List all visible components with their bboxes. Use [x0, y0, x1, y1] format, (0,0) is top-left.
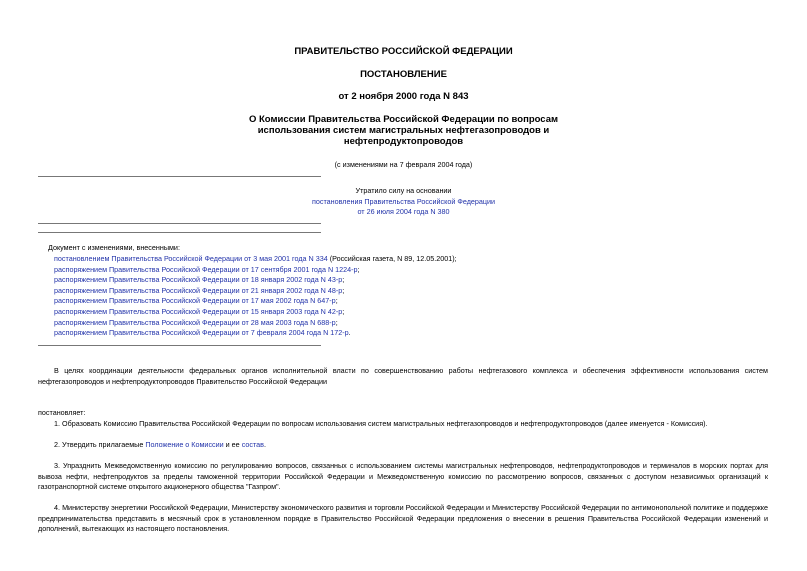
government-heading: ПРАВИТЕЛЬСТВО РОССИЙСКОЙ ФЕДЕРАЦИИ [294, 46, 513, 57]
title-line-2: использования систем магистральных нефтегазопроводов и [257, 125, 550, 136]
paragraph-2: 2. Утвердить прилагаемые Положение о Комиссии и ее состав. [54, 440, 266, 449]
separator-rule [38, 232, 321, 233]
paragraph-1: 1. Образовать Комиссию Правительства Российской Федерации по вопросам использования систем магистральных нефтегазопроводов и нефтепродуктопроводов (далее именуется - Комиссия). [54, 419, 708, 428]
document-date-number: от 2 ноября 2000 года N 843 [338, 91, 469, 102]
document-type: ПОСТАНОВЛЕНИЕ [360, 69, 447, 80]
amendment-item: распоряжением Правительства Российской Федерации от 7 февраля 2004 года N 172-р. [54, 328, 351, 338]
resolves-label: постановляет: [38, 408, 86, 417]
title-line-3: нефтепродуктопроводов [343, 136, 464, 147]
amendment-link[interactable]: распоряжением Правительства Российской Федерации от 18 января 2002 года N 43-р [54, 275, 343, 285]
amendments-heading: Документ с изменениями, внесенными: [48, 243, 180, 252]
title-line-1: О Комиссии Правительства Российской Федерации по вопросам [248, 114, 559, 125]
void-notice [0, 186, 807, 218]
composition-link[interactable]: состав [241, 440, 264, 449]
amendment-item: распоряжением Правительства Российской Федерации от 17 мая 2002 года N 647-р; [54, 296, 338, 306]
amendment-link[interactable]: распоряжением Правительства Российской Федерации от 17 сентября 2001 года N 1224-р [54, 264, 358, 274]
amendment-item: распоряжением Правительства Российской Федерации от 18 января 2002 года N 43-р; [54, 275, 345, 285]
amendments-list [54, 254, 774, 339]
paragraph-4: 4. Министерству энергетики Российской Федерации, Министерству экономического развития и торговли Российской Федерации и Министерству Российской Федерации по антимонопольной политике и поддержке предпринимательства представить в месячный срок в установленном порядке в Правительство Российской Федерации предложения о внесении в решения Правительства Российской Федерации изменений и дополнений, вытекающих из настоящего постановления. [38, 503, 768, 534]
amended-note: (с изменениями на 7 февраля 2004 года) [334, 160, 473, 169]
amendment-item: распоряжением Правительства Российской Федерации от 28 мая 2003 года N 688-р; [54, 317, 338, 327]
void-notice-link[interactable]: постановления Правительства Российской Федерации [311, 196, 496, 206]
separator-rule [38, 223, 321, 224]
amendment-link[interactable]: распоряжением Правительства Российской Федерации от 17 мая 2002 года N 647-р [54, 296, 336, 306]
amendment-link[interactable]: распоряжением Правительства Российской Федерации от 7 февраля 2004 года N 172-р [54, 328, 349, 338]
amendment-item: распоряжением Правительства Российской Федерации от 21 января 2002 года N 48-р; [54, 285, 345, 295]
amendment-item: распоряжением Правительства Российской Федерации от 15 января 2003 года N 42-р; [54, 306, 345, 316]
document-title [0, 114, 807, 147]
separator-rule [38, 345, 321, 346]
void-notice-link-date[interactable]: от 26 июля 2004 года N 380 [357, 207, 450, 217]
void-notice-line-1: Утратило силу на основании [355, 186, 452, 195]
amendment-item: постановлением Правительства Российской Федерации от 3 мая 2001 года N 334 (Российская газета, N 89, 12.05.2001); [54, 254, 457, 263]
preamble-paragraph: В целях координации деятельности федеральных органов исполнительной власти по совершенствованию работы нефтегазового комплекса и обеспечения эффективности использования систем нефтегазопроводов и нефтепродуктопроводов Правительство Российской Федерации [38, 366, 768, 386]
regulation-link[interactable]: Положение о Комиссии [145, 440, 224, 449]
amendment-link[interactable]: постановлением Правительства Российской Федерации от 3 мая 2001 года N 334 [54, 254, 328, 263]
amendment-link[interactable]: распоряжением Правительства Российской Федерации от 21 января 2002 года N 48-р [54, 285, 343, 295]
separator-rule [38, 176, 321, 177]
amendment-link[interactable]: распоряжением Правительства Российской Федерации от 15 января 2003 года N 42-р [54, 306, 343, 316]
amendment-item: распоряжением Правительства Российской Федерации от 17 сентября 2001 года N 1224-р; [54, 264, 360, 274]
amendment-link[interactable]: распоряжением Правительства Российской Федерации от 28 мая 2003 года N 688-р [54, 317, 336, 327]
paragraph-3: 3. Упразднить Межведомственную комиссию по регулированию вопросов, связанных с использованием системы магистральных нефтепроводов, нефтепродуктопроводов и терминалов в морских портах для вывоза нефти, нефтепродуктов за пределы таможенной территории Российской Федерации и Межведомственную комиссию по рассмотрению вопросов, связанных с доступом независимых организаций к газотранспортной системе открытого акционерного общества "Газпром". [38, 461, 768, 492]
